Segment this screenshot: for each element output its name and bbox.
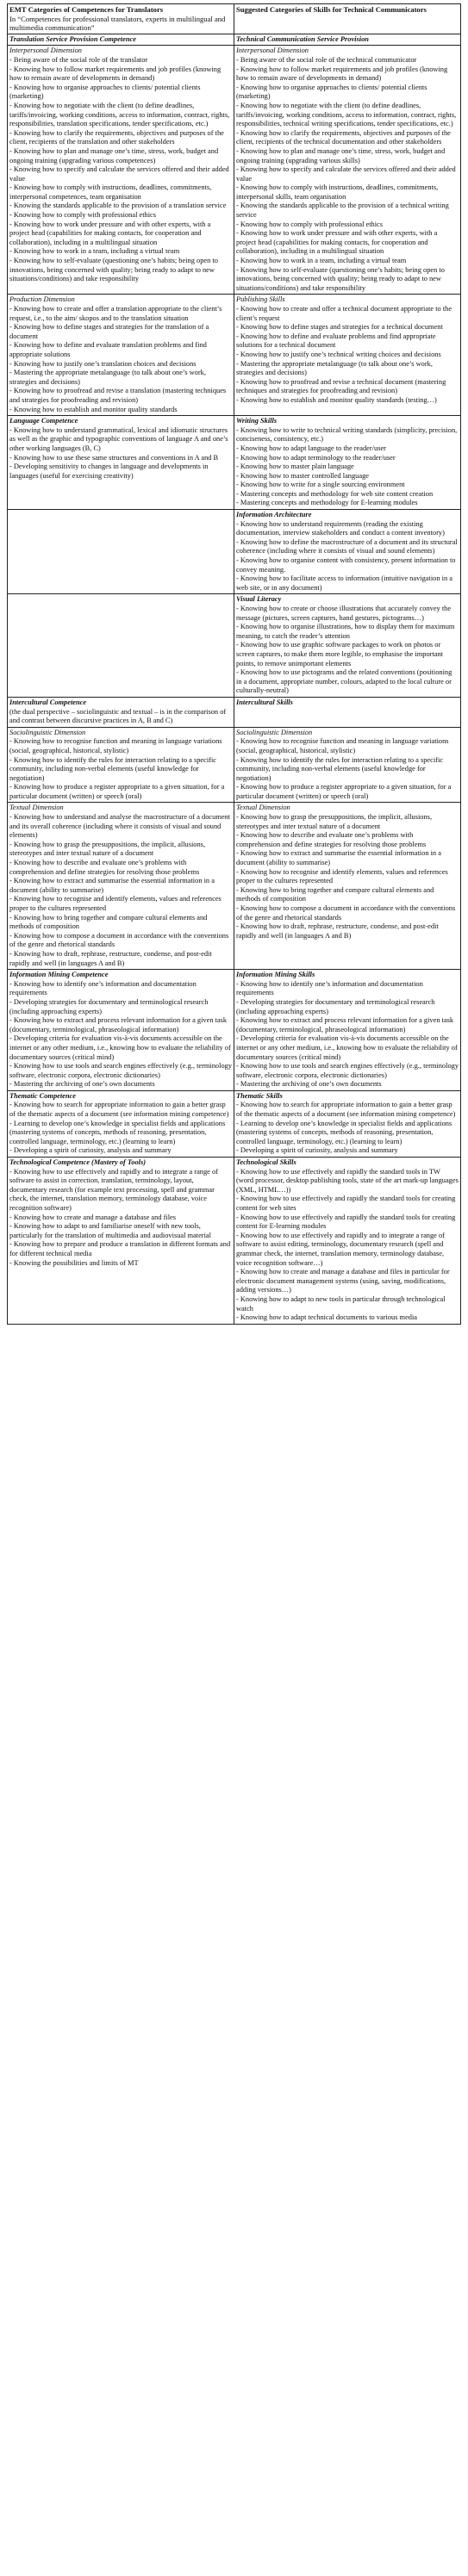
list-item: - Knowing how to understand requirements (reading the existing documentation, interview stakeholders and conduct a content inventory): [236, 519, 445, 537]
list-item: - Knowing how to comply with instructions, deadlines, commitments, interpersonal skills, team organisation: [236, 183, 439, 201]
list-item: - Knowing how to work under pressure and with other experts, with a project head (capabilities for making contacts, for cooperation and collaboration), including in a multilingual situation: [236, 229, 438, 256]
list-item: - Knowing how to adapt terminology to the reader/user: [236, 453, 396, 462]
list-item: - Knowing how to search for appropriate information to gain a better grasp of the thematic aspects of a document (see information mining competence): [236, 1101, 456, 1119]
list-item: - Developing strategies for documentary and terminological research (including approaching experts): [9, 997, 209, 1015]
list-item: - Mastering the appropriate metalanguage (to talk about one’s work, strategies and decisions): [9, 369, 206, 386]
list-item: - Knowing how to use effectively and rapidly the standard tools in TW (word processor, desktop publishing tools, state of the art mark-up languages (XML, HTML…)): [236, 1167, 459, 1194]
list-item: - Knowing how to adapt to and familiarise oneself with new tools, particularly for the translation of multimedia and audiovisual material: [9, 1222, 211, 1239]
left-cell: [8, 34, 234, 46]
left-cell: [8, 594, 234, 698]
list-item: - Knowing how to work under pressure and with other experts, with a project head (capabilities for making contacts, for cooperation and collaboration), including in a multilingual situation: [9, 220, 211, 246]
list-item: - Knowing how to organise approaches to clients/ potential clients (marketing): [9, 83, 201, 101]
list-item: - Knowing how to define and evaluate problems and find appropriate solutions for a technical document: [236, 332, 436, 350]
list-item: - Knowing how to identify one’s information and documentation requirements: [9, 979, 197, 997]
list-item: - Knowing how to use effectively and rapidly the standard tools for creating content for web sites: [236, 1195, 456, 1212]
list-item: - Knowing how to comply with professional ethics: [236, 220, 384, 228]
list-item: - Knowing how to identify the rules for interaction relating to a specific community, including non-verbal elements (useful knowledge for negotiation): [9, 755, 217, 782]
right-cell: [234, 803, 461, 970]
list-item: - Knowing how to identify the rules for interaction relating to a specific community, including non-verbal elements (useful knowledge for negotiation): [236, 755, 444, 782]
list-item: - Knowing how to extract and process relevant information for a given task (documentary, terminological, phraseological information): [9, 1016, 228, 1034]
dimension-heading: Information Mining Skills: [236, 971, 315, 979]
list-item: - Mastering the archiving of one’s own documents: [9, 1080, 155, 1089]
list-item: - Knowing how to establish and monitor quality standards: [9, 405, 178, 413]
list-item: - Developing criteria for evaluation vis-à-vis documents accessible on the internet or any other medium, i.e., knowing how to evaluate the reliability of documentary sources (critical mind): [9, 1034, 231, 1061]
list-item: - Knowing how to recognise function and meaning in language variations (social, geographical, historical, stylistic): [236, 737, 449, 754]
dimension-heading: Information Mining Competence: [9, 971, 109, 979]
list-item: - Developing strategies for documentary and terminological research (including approaching experts): [236, 997, 435, 1015]
list-item: - Knowing how to establish and monitor quality standards (testing…): [236, 395, 437, 404]
right-cell: [234, 1158, 461, 1325]
table-row: [8, 510, 461, 594]
left-cell: [8, 1158, 234, 1325]
list-item: - Knowing how to work in a team, including a virtual team: [236, 257, 407, 265]
dimension-heading: Thematic Skills: [236, 1091, 283, 1100]
dimension-heading: Production Dimension: [9, 295, 75, 304]
list-item: - Knowing how to comply with instructions, deadlines, commitments, interpersonal competences, team organisation: [9, 183, 212, 201]
dimension-heading: Interpersonal Dimension: [236, 47, 309, 55]
table-row: [8, 295, 461, 416]
dimension-heading: Language Competence: [9, 417, 78, 425]
list-item: - Knowing how to use these same structures and conventions in A and B: [9, 453, 219, 462]
list-item: - Knowing the possibilities and limits of MT: [9, 1258, 139, 1267]
list-item: - Knowing how to organise illustrations, how to display them for maximum meaning, to catch the reader’s attention: [236, 623, 455, 640]
right-cell: [234, 46, 461, 295]
list-item: - Knowing how to follow market requirements and job profiles (knowing how to remain aware of developments in demand): [236, 65, 448, 83]
list-item: - Knowing how to use effectively and rapidly the standard tools for creating content for E-learning modules: [236, 1213, 456, 1231]
list-item: - Knowing how to clarify the requirements, objectives and purposes of the client, recipients of the translation and other stakeholders: [9, 128, 224, 146]
list-item: - Knowing how to draft, rephrase, restructure, condense, and post-edit rapidly and well (in languages A and B): [236, 922, 439, 940]
left-cell: [8, 46, 234, 295]
header-left-cell: [8, 4, 234, 34]
right-cell: [234, 510, 461, 594]
list-item: - Knowing how to specify and calculate the services offered and their added value: [9, 165, 229, 183]
list-item: - Knowing how to comply with professional ethics: [9, 211, 157, 220]
list-item: - Knowing how to bring together and compare cultural elements and methods of composition: [236, 885, 434, 903]
list-item: - Mastering concepts and methodology for E-learning modules: [236, 499, 418, 507]
list-item: - Knowing how to produce a register appropriate to a given situation, for a particular document (written) or speech (oral): [236, 783, 452, 800]
list-item: - Knowing how to define and evaluate translation problems and find appropriate solutions: [9, 341, 207, 358]
list-item: - Developing sensitivity to changes in language and developments in languages (useful for exercising creativity): [9, 462, 209, 480]
dimension-heading: Technological Skills: [236, 1158, 296, 1167]
dimension-heading: Publishing Skills: [236, 295, 285, 304]
table-row: [8, 803, 461, 970]
left-cell: [8, 727, 234, 803]
list-item: - Knowing the standards applicable to the provision of a translation service: [9, 202, 227, 210]
list-item: - Knowing how to recognise and identify elements, values and references proper to the cultures represented: [236, 867, 448, 885]
table-row: [8, 1090, 461, 1157]
list-item: - Being aware of the social role of the technical communicator: [236, 55, 417, 64]
list-item: - Mastering the archiving of one’s own documents: [236, 1080, 382, 1089]
list-item: - Mastering concepts and methodology for web site content creation: [236, 489, 434, 498]
right-cell: [234, 970, 461, 1091]
list-item: - Knowing how to write for a single sourcing environment: [236, 481, 405, 489]
list-item: - Knowing how to draft, rephrase, restructure, condense, and post-edit rapidly and well (in languages A and B): [9, 949, 212, 967]
section-heading: Intercultural Competence: [9, 698, 87, 706]
list-item: - Knowing how to organise approaches to clients/ potential clients (marketing): [236, 83, 427, 101]
list-item: - Knowing how to identify one’s information and documentation requirements: [236, 979, 423, 997]
list-item: - Knowing how to organise content with consistency, present information to convey meaning.: [236, 556, 456, 574]
list-item: - Knowing how to use graphic software packages to work on photos or screen captures, to make them more legible, to emphasise the important points, to remove unimportant elements: [236, 641, 444, 667]
table-row: [8, 970, 461, 1091]
list-item: - Knowing how to understand grammatical, lexical and idiomatic structures as well as the graphic and typographic conventions of language A and one’s other working languages (B, C): [9, 425, 228, 452]
list-item: - Knowing how to compose a document in accordance with the conventions of the genre and rhetorical standards: [236, 904, 456, 922]
list-item: - Knowing how to self-evaluate (questioning one’s habits; being open to innovations, being concerned with quality; being ready to adapt to new situations/conditions) and take responsibility: [236, 265, 445, 292]
list-item: - Knowing how to adapt language to the reader/user: [236, 444, 386, 452]
list-item: - Knowing how to use effectively and rapidly and to integrate a range of software to assist editing, terminology, documentary research (spell and grammar check, the internet, translation memory, terminology database, voice recognition software…): [236, 1231, 445, 1267]
list-item: - Knowing how to master controlled language: [236, 471, 369, 480]
list-item: - Knowing how to adapt to new tools in particular through technological watch: [236, 1294, 446, 1313]
list-item: - Knowing how to define stages and strategies for the translation of a document: [9, 323, 209, 340]
list-item: - Knowing how to justify one’s translation choices and decisions: [9, 359, 197, 368]
list-item: - Knowing how to extract and summarise the essential information in a document (ability to summarise): [236, 849, 441, 867]
list-item: - Knowing how to grasp the presuppositions, the implicit, allusions, stereotypes and inter textual nature of a document: [9, 840, 206, 858]
section-heading: Translation Service Provision Competence: [9, 34, 136, 43]
list-item: - Knowing how to describe and evaluate one’s problems with comprehension and define strategies for resolving those problems: [236, 831, 427, 848]
dimension-heading: Sociolinguistic Dimension: [236, 728, 313, 736]
list-item: - Knowing the standards applicable to the provision of a technical writing service: [236, 202, 449, 220]
document-page: [7, 3, 461, 1325]
list-item: - Knowing how to use tools and search engines effectively (e.g., terminology software, electronic corpora, electronic dictionaries): [9, 1062, 233, 1079]
list-item: - Knowing how to clarify the requirements, objectives and purposes of the client, recipients of the technical documentation and other stakeholders: [236, 128, 451, 146]
list-item: - Knowing how to grasp the presuppositions, the implicit, allusions, stereotypes and inter textual nature of a document: [236, 813, 433, 830]
left-cell: [8, 1090, 234, 1157]
section-heading: Intercultural Skills: [236, 698, 293, 706]
left-cell: [8, 803, 234, 970]
section-row: [8, 34, 461, 46]
table-body: [8, 34, 461, 1324]
left-cell: [8, 970, 234, 1091]
list-item: - Knowing how to create and offer a translation appropriate to the client’s request, i.e., to the aim/ skopos and to the translation situation: [9, 305, 222, 322]
list-item: - Developing a spirit of curiosity, analysis and summary: [236, 1146, 398, 1155]
dimension-heading: Textual Dimension: [236, 804, 290, 812]
left-cell: [8, 697, 234, 727]
list-item: - Knowing how to adapt technical documents to various media: [236, 1313, 418, 1322]
list-item: - Knowing how to bring together and compare cultural elements and methods of composition: [9, 913, 208, 931]
list-item: - Knowing how to use pictograms and the related conventions (positioning in a document, appropriate number, colours, adapted to the local culture or culturally-neutral): [236, 668, 452, 695]
header-right-cell: [234, 4, 461, 34]
right-cell: [234, 34, 461, 46]
list-item: - Knowing how to define stages and strategies for a technical document: [236, 323, 443, 332]
table-row: [8, 727, 461, 803]
section-note: (the dual perspective – sociolinguistic and textual – is in the comparison of and contrast between discursive practices in A, B and C): [9, 707, 227, 725]
list-item: - Knowing how to follow market requirements and job profiles (knowing how to remain aware of developments in demand): [9, 65, 222, 83]
list-item: - Being aware of the social role of the translator: [9, 55, 148, 64]
list-item: - Knowing how to negotiate with the client (to define deadlines, tariffs/invoicing, working conditions, access to information, contract, rights, responsibilities, translation specifications, tender specifications, etc.): [9, 101, 230, 128]
list-item: - Knowing how to create or choose illustrations that accurately convey the message (pictures, screen captures, hand gestures, pictograms…): [236, 605, 452, 622]
list-item: - Knowing how to understand and analyse the macrostructure of a document and its overall coherence (including where it consists of visual and sound elements): [9, 813, 231, 840]
list-item: - Knowing how to compose a document in accordance with the conventions of the genre and rhetorical standards: [9, 931, 229, 949]
right-cell: [234, 697, 461, 727]
dimension-heading: Information Architecture: [236, 511, 312, 519]
table-header-row: [8, 4, 461, 34]
list-item: - Knowing how to create and manage a database and files in particular for electronic document management systems (using, saving, modifications, adding versions…): [236, 1268, 450, 1294]
header-right-title: Suggested Categories of Skills for Technical Communicators: [236, 5, 427, 14]
dimension-heading: Sociolinguistic Dimension: [9, 728, 86, 736]
list-item: - Learning to develop one’s knowledge in specialist fields and applications (mastering systems of concepts, methods of reasoning, presentation, controlled language, terminology, etc.) (learning to learn): [9, 1119, 226, 1145]
right-cell: [234, 594, 461, 698]
list-item: - Knowing how to self-evaluate (questioning one’s habits; being open to innovations, being concerned with quality; being ready to adapt to new situations/conditions) and take responsibility: [9, 257, 218, 283]
table-row: [8, 416, 461, 510]
header-left-subtitle: In “Competences for professional translators, experts in multilingual and multimedia communication”: [9, 14, 226, 33]
left-cell: [8, 295, 234, 416]
list-item: - Knowing how to create and manage a database and files: [9, 1213, 177, 1221]
comparison-table: [7, 3, 461, 1325]
list-item: - Knowing how to facilitate access to information (intuitive navigation in a web site, or in any document): [236, 574, 452, 592]
list-item: - Knowing how to describe and evaluate one’s problems with comprehension and define strategies for resolving those problems: [9, 859, 200, 876]
list-item: - Knowing how to extract and process relevant information for a given task (documentary, terminological, phraseological information): [236, 1016, 454, 1034]
list-item: - Knowing how to search for appropriate information to gain a better grasp of the thematic aspects of a document (see information mining competence): [9, 1101, 229, 1119]
header-left-title: EMT Categories of Competences for Translators: [9, 5, 164, 14]
list-item: - Knowing how to justify one’s technical writing choices and decisions: [236, 350, 441, 358]
list-item: - Knowing how to extract and summarise the essential information in a document (ability to summarise): [9, 877, 215, 894]
list-item: - Knowing how to use effectively and rapidly and to integrate a range of software to assist in correction, translation, terminology, layout, documentary research (for example text processing, spell and grammar check, the internet, translation memory, terminology database, voice recognition software): [9, 1167, 218, 1212]
list-item: - Learning to develop one’s knowledge in specialist fields and applications (mastering systems of concepts, methods of reasoning, presentation, controlled language, terminology, etc.) (learning to learn): [236, 1119, 452, 1145]
dimension-heading: Visual Literacy: [236, 595, 282, 604]
table-row: [8, 1158, 461, 1325]
right-cell: [234, 416, 461, 510]
dimension-heading: Technological Competence (Mastery of Tools): [9, 1158, 147, 1167]
list-item: - Knowing how to use tools and search engines effectively (e.g., terminology software, electronic corpora, electronic dictionaries): [236, 1062, 459, 1079]
list-item: - Knowing how to proofread and revise a technical document (mastering techniques and strategies for proofreading and revision): [236, 377, 446, 395]
list-item: - Knowing how to negotiate with the client (to define deadlines, tariffs/invoicing, working conditions, access to information, contract, rights, responsibilities, technical writing specifications, tender specifications, etc.): [236, 101, 457, 128]
table-row: [8, 46, 461, 295]
list-item: - Knowing how to master plain language: [236, 462, 354, 471]
right-cell: [234, 727, 461, 803]
right-cell: [234, 1090, 461, 1157]
list-item: - Knowing how to recognise function and meaning in language variations (social, geographical, historical, stylistic): [9, 737, 222, 754]
list-item: - Knowing how to plan and manage one’s time, stress, work, budget and ongoing training (upgrading various competences): [9, 146, 219, 164]
dimension-heading: Writing Skills: [236, 417, 278, 425]
list-item: - Knowing how to proofread and revise a translation (mastering techniques and strategies for proofreading and revision): [9, 387, 227, 404]
list-item: - Knowing how to specify and calculate the services offered and their added value: [236, 165, 456, 183]
list-item: - Knowing how to produce a register appropriate to a given situation, for a particular document (written) or speech (oral): [9, 783, 225, 800]
dimension-heading: Textual Dimension: [9, 804, 64, 812]
list-item: - Knowing how to create and offer a technical document appropriate to the client’s request: [236, 305, 452, 322]
list-item: - Mastering the appropriate metalanguage (to talk about one’s work, strategies and decisions): [236, 359, 433, 377]
list-item: - Knowing how to work in a team, including a virtual team: [9, 247, 180, 256]
right-cell: [234, 295, 461, 416]
list-item: - Knowing how to plan and manage one’s time, stress, work, budget and ongoing training (upgrading various skills): [236, 146, 446, 164]
list-item: - Knowing how to recognise and identify elements, values and references proper to the cultures represented: [9, 895, 222, 912]
list-item: - Knowing how to define the macrostructure of a document and its structural coherence (including where it consists of visual and sound elements): [236, 537, 458, 556]
left-cell: [8, 510, 234, 594]
list-item: - Knowing how to write to technical writing standards (simplicity, precision, conciseness, consistency, etc.): [236, 425, 458, 444]
table-row: [8, 594, 461, 698]
left-cell: [8, 416, 234, 510]
list-item: - Developing criteria for evaluation vis-à-vis documents accessible on the internet or any other medium, i.e., knowing how to evaluate the reliability of documentary sources (critical mind): [236, 1034, 458, 1061]
list-item: - Developing a spirit of curiosity, analysis and summary: [9, 1146, 172, 1155]
section-heading: Technical Communication Service Provision: [236, 34, 369, 43]
dimension-heading: Interpersonal Dimension: [9, 47, 82, 55]
list-item: - Knowing how to prepare and produce a translation in different formats and for different technical media: [9, 1240, 231, 1257]
dimension-heading: Thematic Competence: [9, 1091, 76, 1100]
section-row: [8, 697, 461, 727]
